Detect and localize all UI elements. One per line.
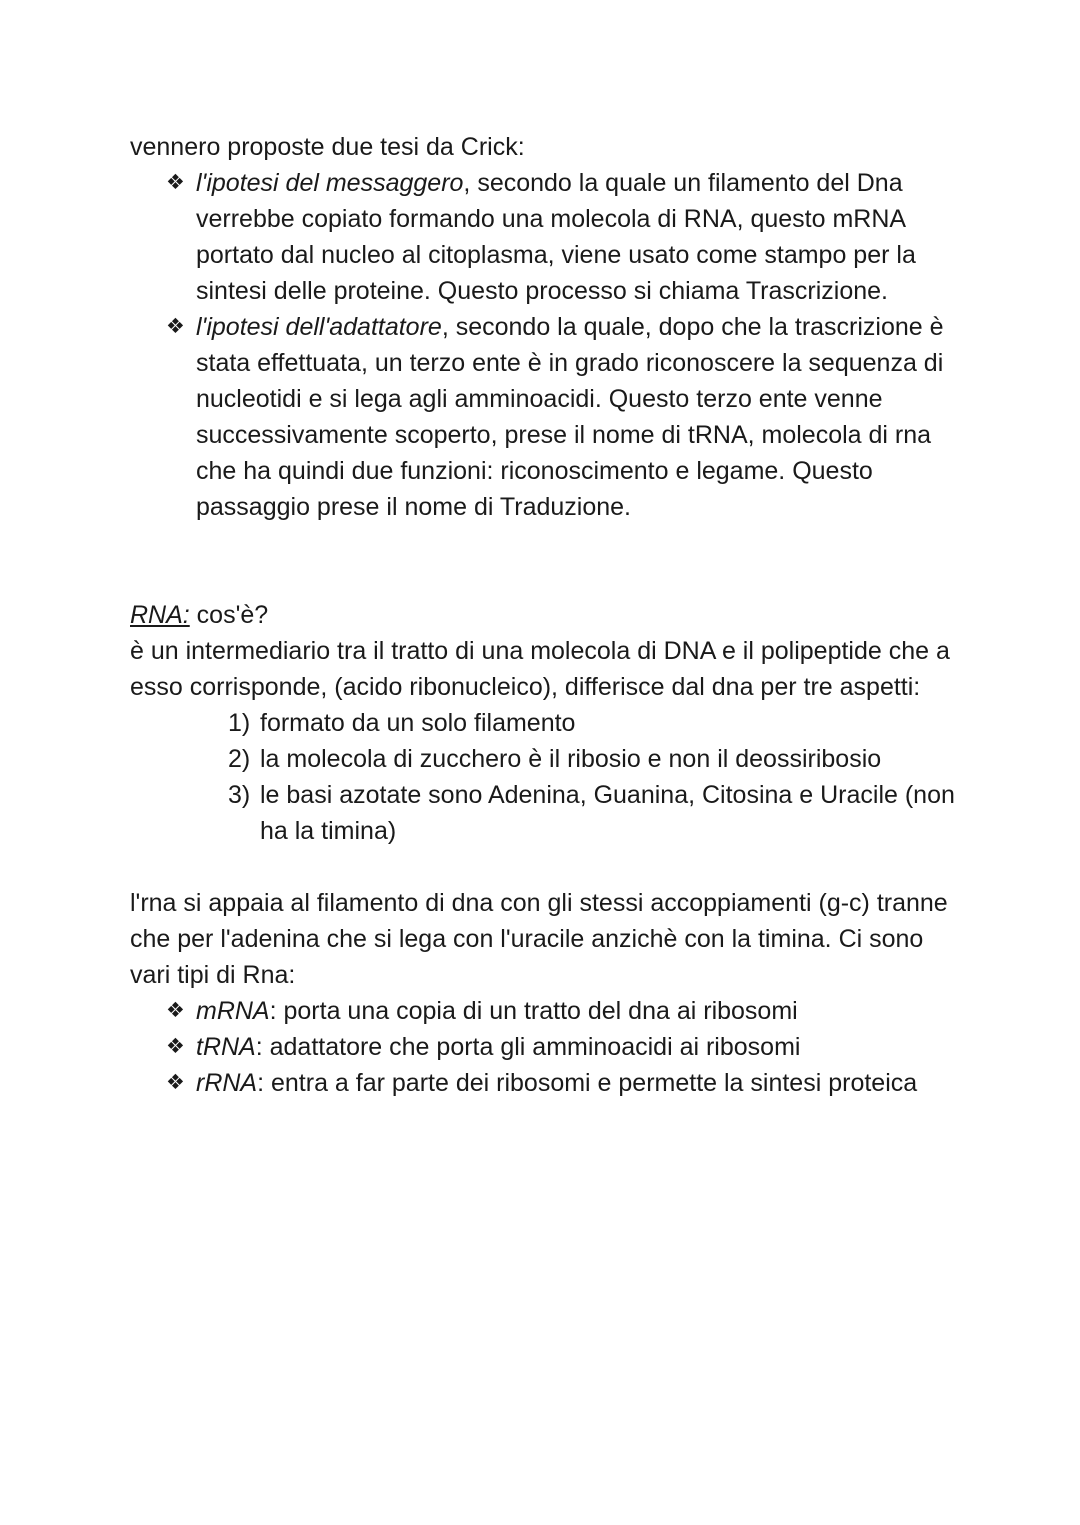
rna-type-term: rRNA	[196, 1069, 258, 1097]
spacer	[130, 849, 960, 885]
rna-definition: è un intermediario tra il tratto di una molecola di DNA e il polipeptide che a esso corrisponde, (acido ribonucleico), differisce dal dna per tre aspetti:	[130, 637, 950, 701]
item-number: 2)	[228, 745, 251, 773]
rna-question: cos'è?	[189, 601, 269, 629]
difference-text: le basi azotate sono Adenina, Guanina, Citosina e Uracile (non ha la timina)	[260, 781, 955, 845]
intro-line: vennero proposte due tesi da Crick:	[130, 133, 525, 161]
item-number: 3)	[228, 781, 251, 809]
hypothesis-text: , secondo la quale un filamento del Dna verrebbe copiato formando una molecola di RNA, questo mRNA portato dal nucleo al citoplasma, viene usato come stampo per la sintesi delle proteine. Questo processo si chiama Trascrizione.	[196, 169, 916, 305]
diamond-bullet-icon: ❖	[166, 999, 185, 1022]
diamond-bullet-icon: ❖	[166, 1071, 185, 1094]
rna-type-term: tRNA	[196, 1033, 256, 1061]
document-content	[130, 129, 960, 1101]
rna-types-list	[130, 993, 960, 1101]
pairing-paragraph: l'rna si appaia al filamento di dna con gli stessi accoppiamenti (g-c) tranne che per l'adenina che si lega con l'uracile anzichè con la timina. Ci sono vari tipi di Rna:	[130, 889, 948, 989]
list-item	[166, 1029, 960, 1065]
hypothesis-text: , secondo la quale, dopo che la trascrizione è stata effettuata, un terzo ente è in grado riconoscere la sequenza di nucleotidi e si lega agli amminoacidi. Questo terzo ente venne successivamente scoperto, prese il nome di tRNA, molecola di rna che ha quindi due funzioni: riconoscimento e legame. Questo passaggio prese il nome di Traduzione.	[196, 313, 944, 521]
difference-text: formato da un solo filamento	[260, 709, 576, 737]
list-item	[228, 777, 960, 849]
list-item	[228, 741, 960, 777]
diamond-bullet-icon: ❖	[166, 1035, 185, 1058]
rna-heading-line	[130, 597, 960, 633]
spacer	[130, 561, 960, 597]
spacer	[130, 525, 960, 561]
hypothesis-term: l'ipotesi del messaggero	[196, 169, 464, 197]
rna-type-text: : adattatore che porta gli amminoacidi ai ribosomi	[255, 1033, 801, 1061]
rna-type-text: : porta una copia di un tratto del dna ai ribosomi	[269, 997, 798, 1025]
differences-list	[130, 705, 960, 849]
rna-type-term: mRNA	[196, 997, 270, 1025]
difference-text: la molecola di zucchero è il ribosio e non il deossiribosio	[260, 745, 882, 773]
list-item	[166, 309, 960, 525]
list-item	[166, 993, 960, 1029]
hypothesis-term: l'ipotesi dell'adattatore	[196, 313, 442, 341]
list-item	[166, 1065, 960, 1101]
list-item	[166, 165, 960, 309]
item-number: 1)	[228, 709, 251, 737]
list-item	[228, 705, 960, 741]
rna-heading: RNA:	[130, 601, 190, 629]
rna-type-text: : entra a far parte dei ribosomi e permette la sintesi proteica	[257, 1069, 918, 1097]
hypotheses-list	[130, 165, 960, 525]
diamond-bullet-icon: ❖	[166, 171, 185, 194]
diamond-bullet-icon: ❖	[166, 315, 185, 338]
